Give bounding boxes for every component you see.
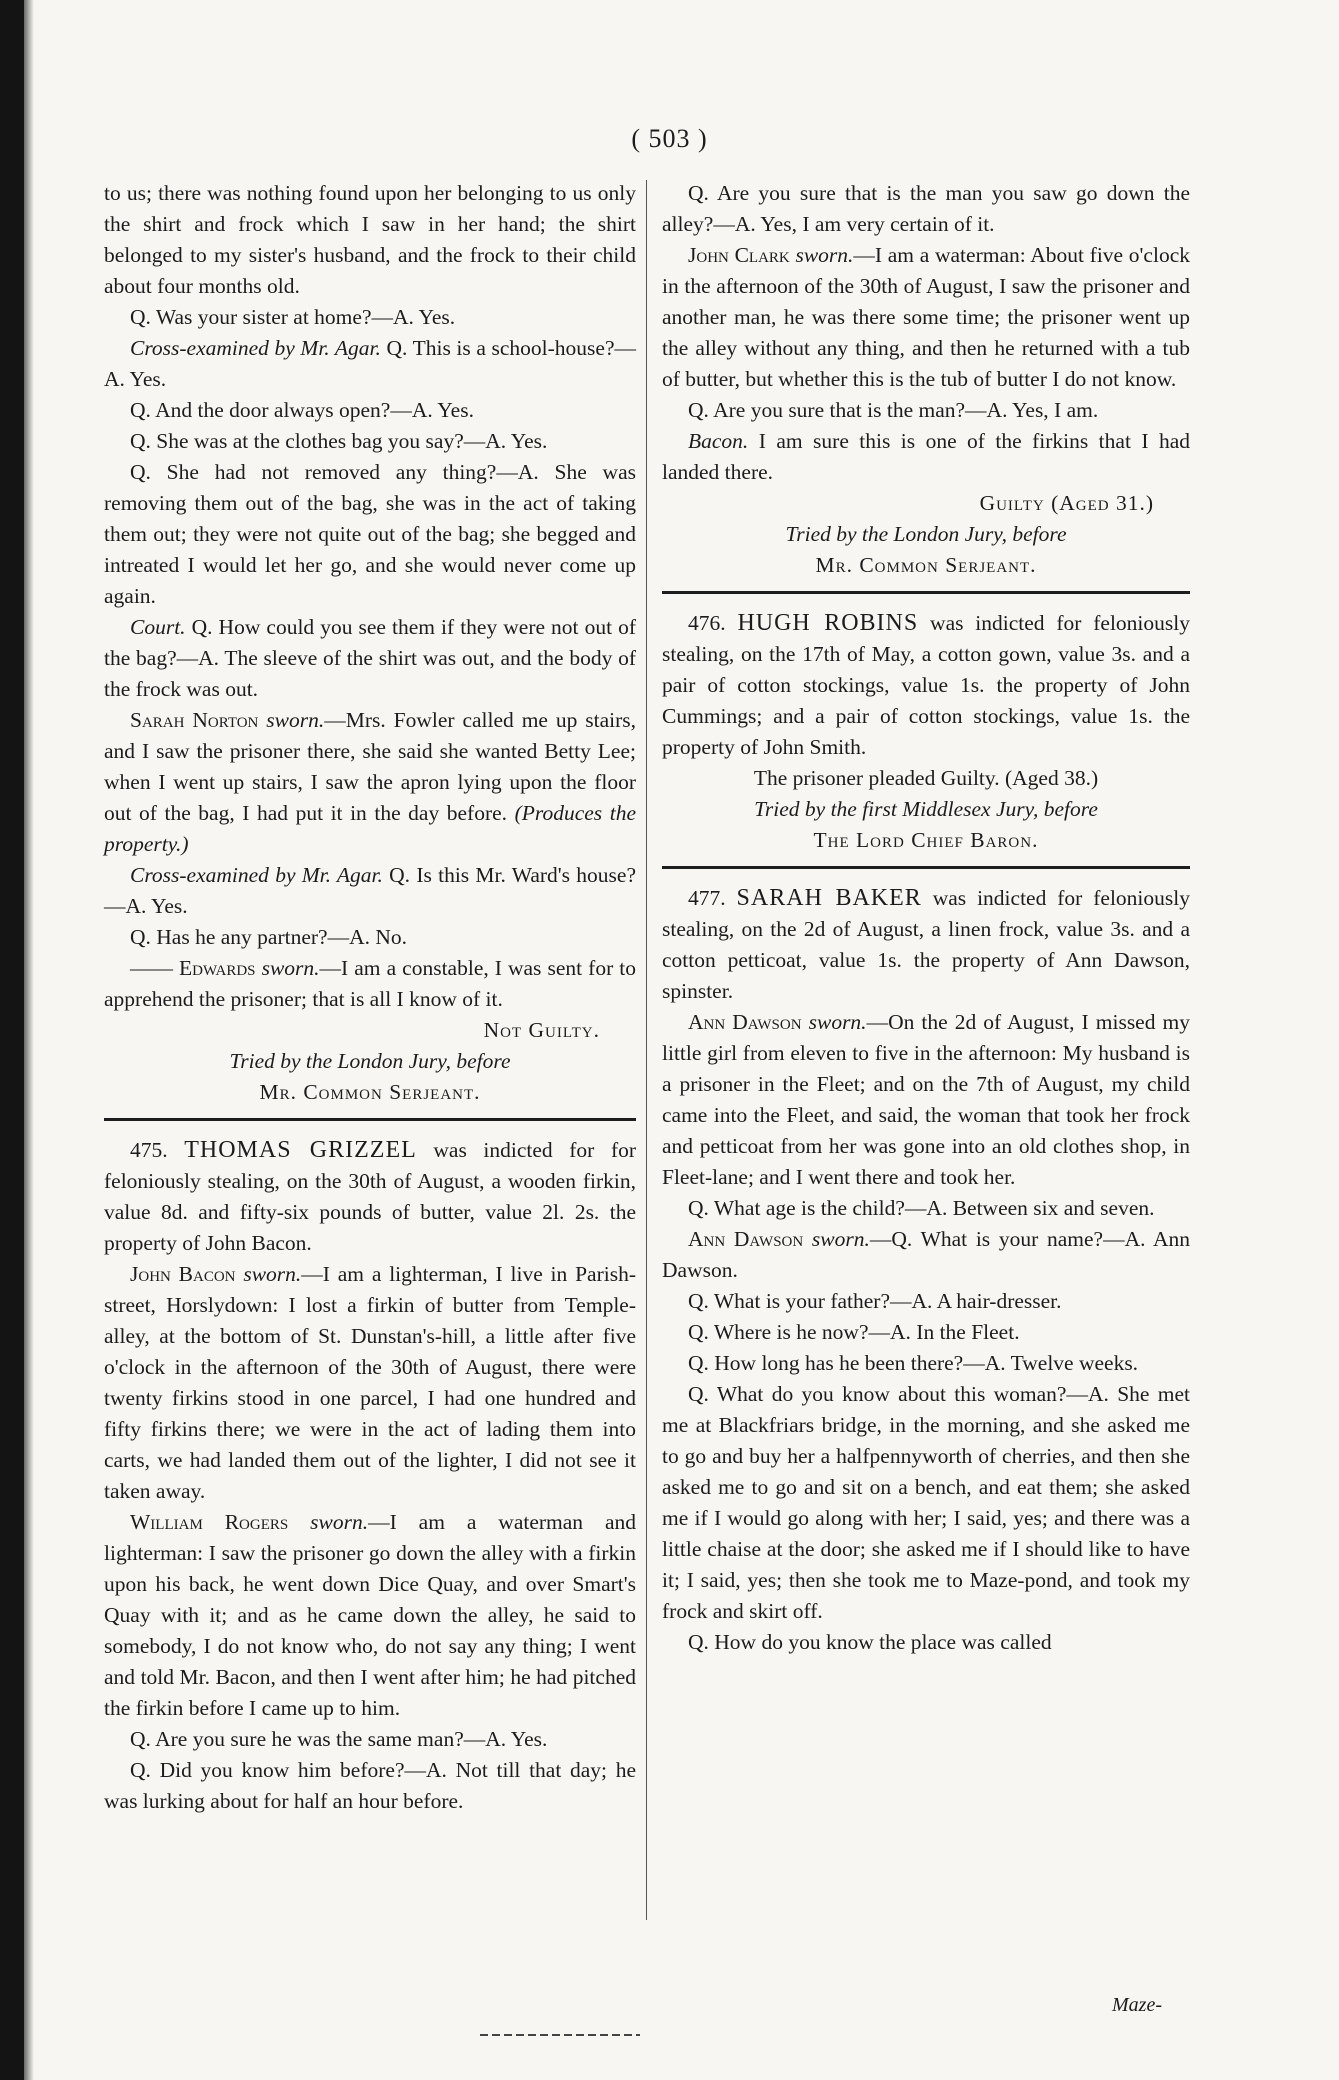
paragraph-text: Q. Is this Mr. Ward's house?—A. Yes. — [104, 863, 636, 918]
paragraph — [104, 705, 636, 860]
stage-direction: (Produces the property.) — [104, 801, 636, 856]
paragraph: Q. She had not removed any thing?—A. She was removing them out of the bag, she was in the act of taking them out; they were not quite out of the bag; she begged and intreated I would let her go, and she would never come up again. — [104, 460, 636, 608]
paragraph — [104, 860, 636, 922]
indictment-text: was indicted for feloniously stealing, on the 2d of August, a linen frock, value 3s. and a cotton petticoat, value 1s. the property of Ann Dawson, spinster. — [662, 886, 1190, 1003]
sworn-label: sworn. — [261, 956, 320, 980]
case-heading — [662, 883, 1190, 1007]
paragraph — [104, 1507, 636, 1724]
witness-name: —— Edwards — [130, 956, 256, 980]
tried-line: Tried by the London Jury, before — [229, 1049, 511, 1073]
tried-line: Tried by the first Middlesex Jury, before — [754, 797, 1098, 821]
prisoner-name: HUGH ROBINS — [737, 610, 919, 636]
paragraph: Q. And the door always open?—A. Yes. — [130, 398, 474, 422]
case-number: 477. — [688, 886, 726, 910]
sworn-label: sworn. — [795, 243, 854, 267]
paragraph: Q. How long has he been there?—A. Twelve weeks. — [688, 1351, 1139, 1375]
page-number: ( 503 ) — [631, 124, 708, 153]
paragraph-text: —Q. What is your name?—A. Ann Dawson. — [662, 1227, 1191, 1282]
witness-name: Ann Dawson — [688, 1010, 802, 1034]
section-rule — [104, 1118, 636, 1121]
paragraph: Q. What do you know about this woman?—A. She met me at Blackfriars bridge, in the morning, and she asked me to go and buy her a halfpennyworth of cherries, and then she asked me to go and sit on a bench, and eat them; she asked me if I would go along with her; I said, yes; and there was a little chaise at the door; she asked me if I should like to have it; I said, yes; then she took me to Maze-pond, and took my frock and skirt off. — [662, 1382, 1190, 1623]
paragraph-text: —Mrs. Fowler called me up stairs, and I saw the prisoner there, she said she wanted Betty Lee; when I went up stairs, I saw the apron lying upon the floor out of the bag, I had put it in the day before. — [104, 708, 637, 825]
paragraph-text: —I am a lighterman, I live in Parish-street, Horslydown: I lost a firkin of butter from Temple-alley, at the bottom of St. Dunstan's-hill, a little after five o'clock in the afternoon of the 30th of August, there were twenty firkins stood in one parcel, I had one hundred and fifty firkins there; we were in the act of lading them into carts, we had landed them out of the lighter, I did not see it taken away. — [104, 1262, 636, 1503]
sworn-label: sworn. — [811, 1227, 870, 1251]
paragraph: Q. How do you know the place was called — [688, 1630, 1052, 1654]
book-spine-shadow — [0, 0, 24, 2080]
case-heading — [662, 608, 1190, 763]
sworn-label: sworn. — [310, 1510, 369, 1534]
paragraph: Q. Where is he now?—A. In the Fleet. — [688, 1320, 1020, 1344]
left-column — [104, 178, 636, 1817]
paragraph-text: —I am a constable, I was sent for to apprehend the prisoner; that is all I know of it. — [104, 956, 637, 1011]
sworn-label: sworn. — [266, 708, 325, 732]
paragraph: Q. What is your father?—A. A hair-dresser. — [688, 1289, 1062, 1313]
verdict: Not Guilty. — [483, 1018, 600, 1042]
paragraph: Q. Has he any partner?—A. No. — [130, 925, 408, 949]
witness-name: John Bacon — [130, 1262, 236, 1286]
witness-name: John Clark — [688, 243, 790, 267]
cross-exam-label: Cross-examined by Mr. Agar. — [130, 336, 381, 360]
indictment-text: was indicted for feloniously stealing, on the 17th of May, a cotton gown, value 3s. and a pair of cotton stockings, value 1s. the property of John Cummings; and a pair of cotton stockings, value 1s. the property of John Smith. — [662, 611, 1190, 759]
paragraph-text: Q. How could you see them if they were not out of the bag?—A. The sleeve of the shirt was out, and the body of the frock was out. — [104, 615, 636, 701]
paragraph: Q. She was at the clothes bag you say?—A. Yes. — [130, 429, 548, 453]
paragraph — [662, 240, 1190, 395]
paragraph-text: —On the 2d of August, I missed my little girl from eleven to five in the afternoon: My husband is a prisoner in the Fleet; and on the 7th of August, my child came into the Fleet, and said, the woman that took her frock and petticoat from her was gone into an old clothes shop, in Fleet-lane; and I went there and took her. — [662, 1010, 1190, 1189]
sworn-label: sworn. — [808, 1010, 867, 1034]
prisoner-name: THOMAS GRIZZEL — [184, 1137, 417, 1163]
gutter-shading — [24, 0, 34, 2080]
paragraph-text: —I am a waterman: About five o'clock in the afternoon of the 30th of August, I saw the prisoner and another man, he was there some time; the prisoner went up the alley without any thing, and then he returned with a tub of butter, but whether this is the tub of butter I do not know. — [662, 243, 1190, 391]
footer-rule — [480, 2034, 640, 2036]
verdict: Guilty (Aged 31.) — [979, 491, 1154, 515]
judge-line: Mr. Common Serjeant. — [259, 1080, 481, 1104]
case-number: 475. — [130, 1138, 168, 1162]
paragraph-text: Q. This is a school-house?—A. Yes. — [104, 336, 636, 391]
tried-line: Tried by the London Jury, before — [785, 522, 1067, 546]
paragraph — [662, 1224, 1190, 1286]
court-label: Court. — [130, 615, 186, 639]
paragraph — [104, 612, 636, 705]
column-divider — [646, 180, 647, 1920]
paragraph: Q. Are you sure that is the man you saw go down the alley?—A. Yes, I am very certain of it. — [662, 181, 1190, 236]
case-heading — [104, 1135, 636, 1259]
paragraph — [662, 426, 1190, 488]
witness-name: William Rogers — [130, 1510, 289, 1534]
section-rule — [662, 591, 1190, 594]
paragraph — [662, 1007, 1190, 1193]
paragraph — [104, 333, 636, 395]
paragraph — [104, 953, 636, 1015]
paragraph: Q. Are you sure he was the same man?—A. Yes. — [130, 1727, 548, 1751]
cross-exam-label: Cross-examined by Mr. Agar. — [130, 863, 383, 887]
paragraph: Q. Did you know him before?—A. Not till that day; he was lurking about for half an hour before. — [104, 1758, 636, 1813]
catchword: Maze- — [1112, 1994, 1162, 2016]
paragraph: Q. Are you sure that is the man?—A. Yes, I am. — [688, 398, 1099, 422]
paragraph: Q. What age is the child?—A. Between six and seven. — [688, 1196, 1155, 1220]
witness-name: Ann Dawson — [688, 1227, 804, 1251]
witness-name: Sarah Norton — [130, 708, 259, 732]
right-column — [662, 178, 1190, 1658]
case-number: 476. — [688, 611, 726, 635]
judge-line: The Lord Chief Baron. — [813, 828, 1039, 852]
sworn-label: sworn. — [243, 1262, 302, 1286]
plea-line: The prisoner pleaded Guilty. (Aged 38.) — [753, 766, 1099, 790]
indictment-text: was indicted for for feloniously stealing, on the 30th of August, a wooden firkin, value 8d. and fifty-six pounds of butter, value 2l. 2s. the property of John Bacon. — [104, 1138, 637, 1255]
paragraph: Q. Was your sister at home?—A. Yes. — [130, 305, 456, 329]
paragraph — [104, 1259, 636, 1507]
speaker-label: Bacon. — [688, 429, 749, 453]
section-rule — [662, 866, 1190, 869]
paragraph-text: —I am a waterman and lighterman: I saw the prisoner go down the alley with a firkin upon his back, he went down Dice Quay, and over Smart's Quay with it; and as he came down the alley, he said to somebody, I do not know who, do not say any thing; I went and told Mr. Bacon, and then I went after him; he had pitched the firkin before I came up to him. — [104, 1510, 637, 1720]
prisoner-name: SARAH BAKER — [736, 885, 922, 911]
paragraph-text: I am sure this is one of the firkins that I had landed there. — [662, 429, 1190, 484]
paragraph: to us; there was nothing found upon her belonging to us only the shirt and frock which I saw in her hand; the shirt belonged to my sister's husband, and the frock to their child about four months old. — [104, 181, 636, 298]
judge-line: Mr. Common Serjeant. — [815, 553, 1037, 577]
